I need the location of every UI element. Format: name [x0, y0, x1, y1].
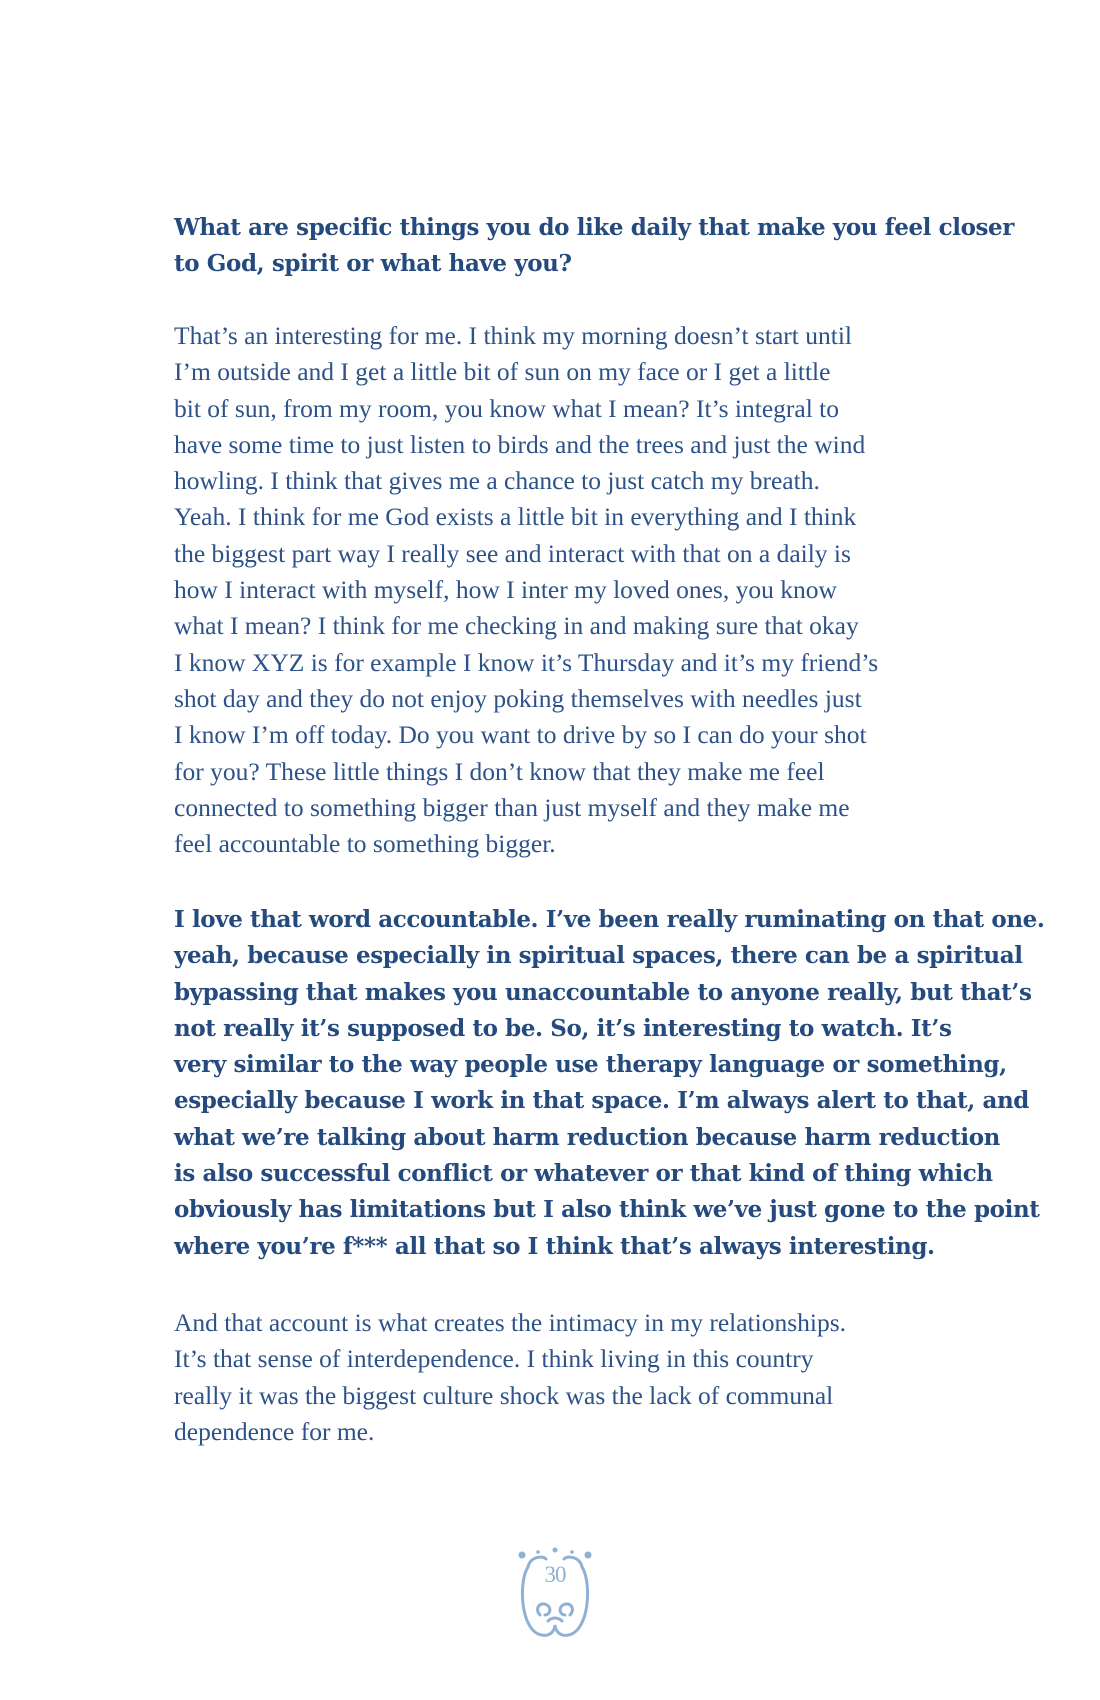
- question-2-line: is also successful conflict or whatever or that kind of thing which: [174, 1160, 993, 1188]
- answer-1-line: That’s an interesting for me. I think my morning doesn’t start until: [174, 321, 853, 350]
- answer-1-line: have some time to just listen to birds and the trees and just the wind: [174, 429, 866, 459]
- answer-1-line: shot day and they do not enjoy poking themselves with needles just: [174, 683, 862, 713]
- question-2-line: yeah, because especially in spiritual spaces, there can be a spiritual: [174, 942, 1023, 970]
- answer-2-line: really it was the biggest culture shock was the lack of communal: [174, 1380, 834, 1410]
- question-1-line: to God, spirit or what have you?: [174, 250, 572, 278]
- scroll-ornament-icon: [510, 1545, 600, 1645]
- answer-1-line: the biggest part way I really see and interact with that on a daily is: [174, 538, 851, 568]
- question-1: [174, 210, 1015, 283]
- page-number-ornament: [510, 1545, 600, 1645]
- question-2-line: where you’re f*** all that so I think that’s always interesting.: [174, 1232, 935, 1260]
- answer-2-line: It’s that sense of interdependence. I think living in this country: [174, 1344, 814, 1374]
- answer-1: [174, 318, 954, 862]
- question-2-line: especially because I work in that space. I’m always alert to that, and: [174, 1087, 1029, 1115]
- question-2-line: not really it’s supposed to be. So, it’s interesting to watch. It’s: [174, 1014, 952, 1042]
- question-2-line: bypassing that makes you unaccountable to anyone really, but that’s: [174, 978, 1032, 1006]
- question-2-line: obviously has limitations but I also think we’ve just gone to the point: [174, 1196, 1040, 1224]
- answer-1-line: for you? These little things I don’t know that they make me feel: [174, 756, 825, 786]
- answer-2: [174, 1305, 954, 1450]
- answer-1-line: I know XYZ is for example I know it’s Thursday and it’s my friend’s: [174, 647, 879, 677]
- question-1-line: What are specific things you do like daily that make you feel closer: [174, 214, 1015, 241]
- page-number: 30: [544, 1562, 566, 1587]
- answer-1-line: I know I’m off today. Do you want to drive by so I can do your shot: [174, 720, 867, 750]
- answer-1-line: bit of sun, from my room, you know what I mean? It’s integral to: [174, 393, 840, 423]
- question-2: [174, 902, 1045, 1265]
- question-2-line: very similar to the way people use therapy language or something,: [174, 1051, 1007, 1079]
- answer-1-line: howling. I think that gives me a chance to just catch my breath.: [174, 466, 820, 496]
- answer-1-line: Yeah. I think for me God exists a little bit in everything and I think: [174, 502, 857, 532]
- question-2-line: I love that word accountable. I’ve been really ruminating on that one.: [174, 906, 1045, 933]
- answer-1-line: connected to something bigger than just myself and they make me: [174, 792, 850, 822]
- answer-1-line: how I interact with myself, how I inter my loved ones, you know: [174, 575, 837, 605]
- answer-1-line: what I mean? I think for me checking in and making sure that okay: [174, 611, 859, 641]
- answer-2-line: And that account is what creates the intimacy in my relationships.: [174, 1308, 847, 1337]
- answer-1-line: I’m outside and I get a little bit of sun on my face or I get a little: [174, 357, 831, 387]
- answer-1-line: feel accountable to something bigger.: [174, 829, 556, 859]
- question-2-line: what we’re talking about harm reduction because harm reduction: [174, 1123, 1000, 1151]
- answer-2-line: dependence for me.: [174, 1416, 375, 1446]
